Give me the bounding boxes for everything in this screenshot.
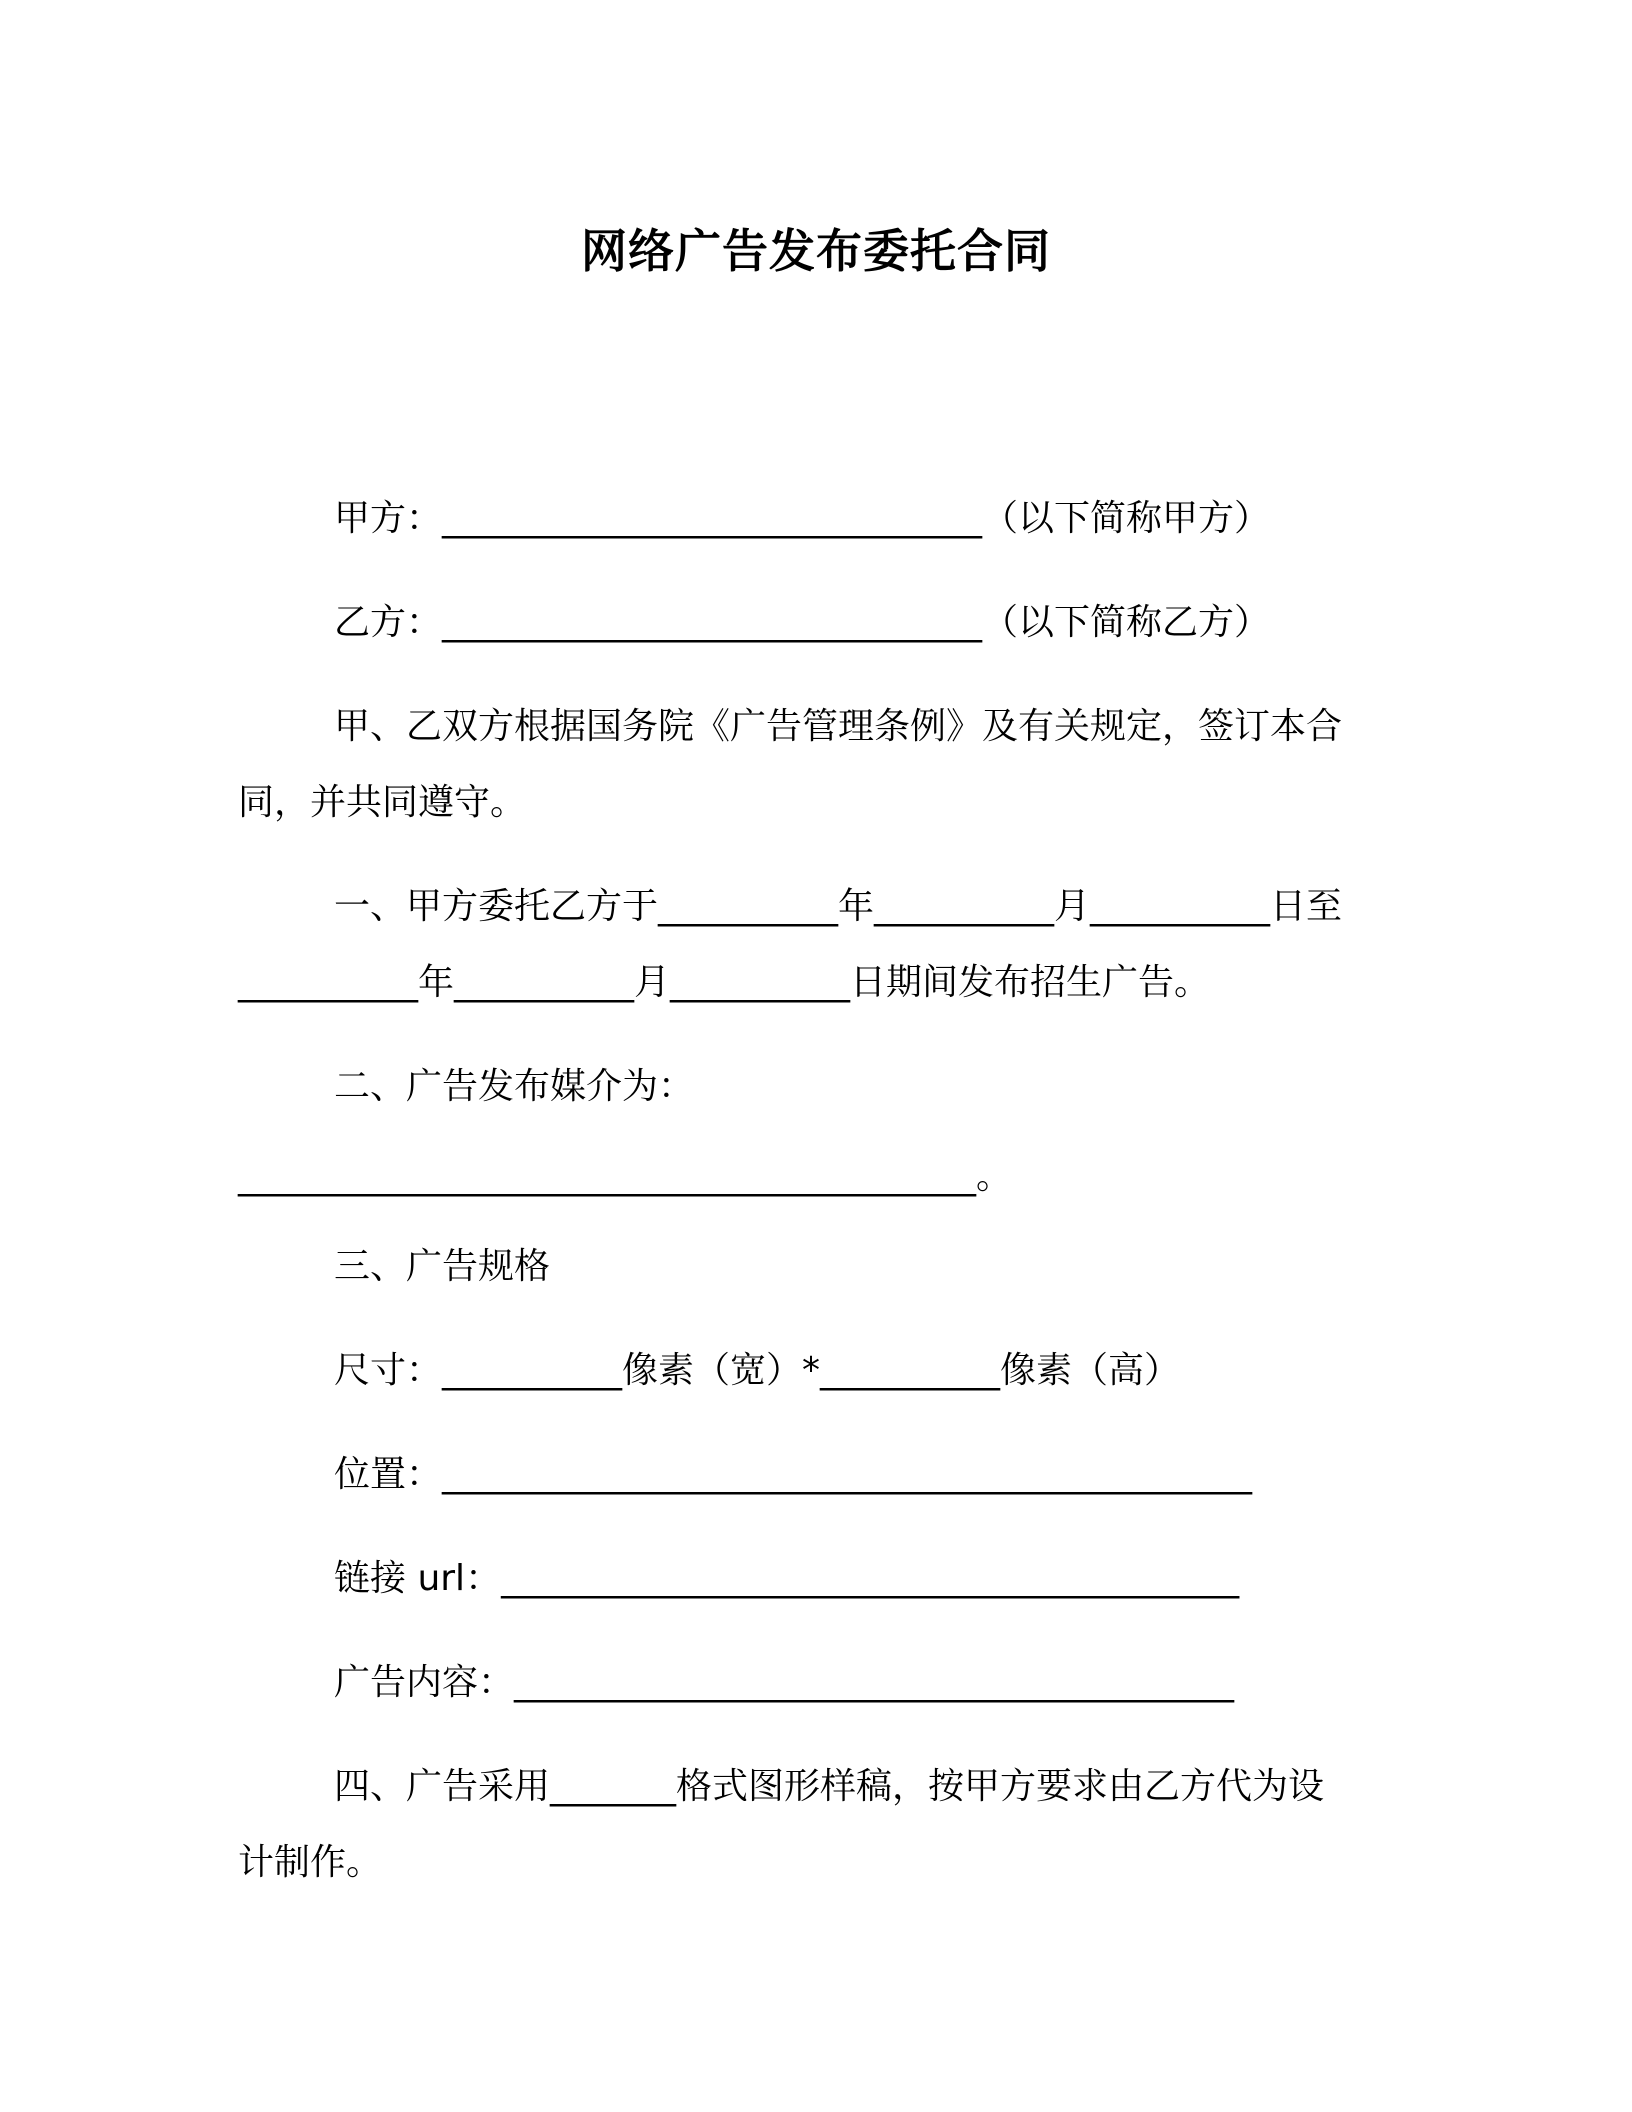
clause-3-heading: 三、广告规格 xyxy=(334,1246,551,1287)
preamble-line-1: 甲、乙双方根据国务院《广告管理条例》及有关规定，签订本合 xyxy=(334,706,1343,747)
party-a-line: 甲方：______________________________（以下简称甲方） xyxy=(334,498,1271,539)
ad-content-line: 广告内容：________________________________________ xyxy=(334,1662,1235,1703)
clause-4-line-1: 四、广告采用_______格式图形样稿，按甲方要求由乙方代为设 xyxy=(334,1766,1325,1807)
position-line: 位置：_____________________________________________ xyxy=(334,1454,1253,1495)
clause-1-line-1: 一、甲方委托乙方于__________年__________月__________日至 xyxy=(334,886,1343,927)
size-line: 尺寸：__________像素（宽）*__________像素（高） xyxy=(334,1350,1181,1391)
document-title: 网络广告发布委托合同 xyxy=(581,224,1051,278)
preamble-line-2: 同，并共同遵守。 xyxy=(238,782,527,823)
party-b-line: 乙方：______________________________（以下简称乙方） xyxy=(334,602,1271,643)
clause-2-blank: _________________________________________。 xyxy=(238,1156,1012,1197)
link-url-line: 链接 url：_________________________________________ xyxy=(334,1558,1240,1599)
clause-4-line-2: 计制作。 xyxy=(238,1842,383,1883)
clause-2-heading: 二、广告发布媒介为： xyxy=(334,1066,695,1107)
clause-1-line-2: __________年__________月__________日期间发布招生广告。 xyxy=(238,962,1211,1003)
